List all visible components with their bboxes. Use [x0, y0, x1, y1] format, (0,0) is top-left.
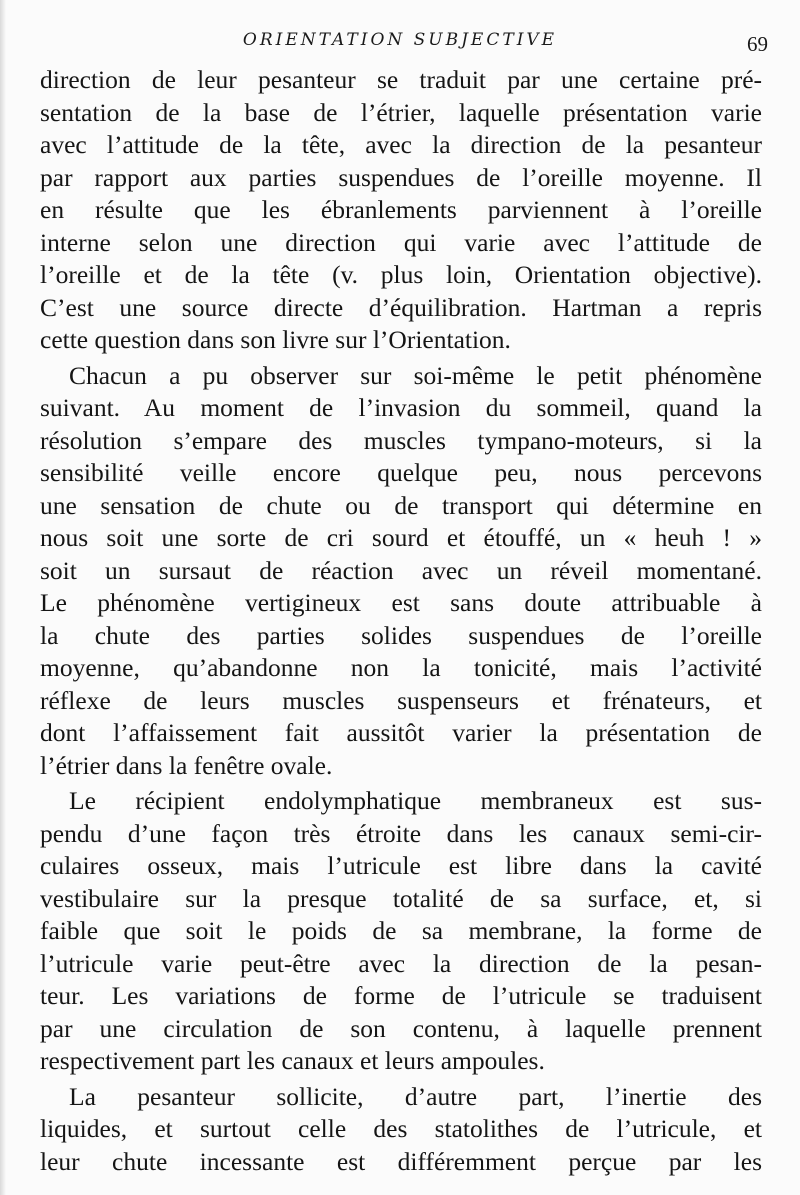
running-title: ORIENTATION SUBJECTIVE [242, 30, 558, 50]
text-line: Chacun a pu observer sur soi-même le petit phénomène [69, 360, 762, 390]
text-line: sentation de la base de l’étrier, laquelle présentation varie [40, 97, 762, 127]
text-line: la chute des parties solides suspendues de l’oreille [40, 620, 762, 650]
text-line: par rapport aux parties suspendues de l’oreille moyenne. Il [40, 162, 762, 192]
page-edge-shadow [0, 0, 6, 1195]
paragraph [40, 64, 762, 357]
text-line: par une circulation de son contenu, à laquelle prennent [40, 1013, 762, 1043]
text-line: l’utricule varie peut-être avec la direction de la pesan- [40, 948, 762, 978]
text-line: l’étrier dans la fenêtre ovale. [40, 750, 333, 780]
text-line: réflexe de leurs muscles suspenseurs et frénateurs, et [40, 685, 762, 715]
text-line: respectivement part les canaux et leurs ampoules. [40, 1046, 545, 1075]
text-line: nous soit une sorte de cri sourd et étouffé, un « heuh ! » [40, 523, 762, 552]
paragraph [40, 360, 762, 783]
paragraph [40, 785, 762, 1078]
text-line: sensibilité veille encore quelque peu, nous percevons [40, 458, 762, 487]
text-line: interne selon une direction qui varie avec l’attitude de [40, 227, 762, 257]
text-line: résolution s’empare des muscles tympano-moteurs, si la [40, 425, 762, 455]
text-line: culaires osseux, mais l’utricule est libre dans la cavité [40, 851, 762, 880]
text-line: soit un sursaut de réaction avec un réveil momentané. [40, 555, 762, 585]
text-line: direction de leur pesanteur se traduit par une certaine pré- [40, 65, 762, 94]
text-line: dont l’affaissement fait aussitôt varier la présentation de [40, 718, 762, 747]
text-line: teur. Les variations de forme de l’utricule se traduisent [40, 981, 762, 1010]
text-line: en résulte que les ébranlements parviennent à l’oreille [40, 195, 762, 224]
text-line: moyenne, qu’abandonne non la tonicité, mais l’activité [40, 653, 762, 682]
text-line: une sensation de chute ou de transport qui détermine en [40, 490, 762, 520]
text-line: leur chute incessante est différemment perçue par les [40, 1146, 762, 1176]
text-line: Le récipient endolymphatique membraneux est sus- [69, 786, 762, 815]
text-line: avec l’attitude de la tête, avec la direction de la pesanteur [40, 130, 762, 159]
text-line: suivant. Au moment de l’invasion du sommeil, quand la [40, 393, 762, 422]
text-line: faible que soit le poids de sa membrane, la forme de [40, 916, 762, 945]
text-line: pendu d’une façon très étroite dans les canaux semi-cir- [40, 818, 762, 848]
text-line: C’est une source directe d’équilibration. Hartman a repris [40, 292, 762, 322]
text-line: l’oreille et de la tête (v. plus loin, Orientation objective). [40, 260, 762, 289]
body-text [40, 64, 762, 1178]
text-line: La pesanteur sollicite, d’autre part, l’inertie des [69, 1081, 762, 1111]
text-line: cette question dans son livre sur l’Orientation. [40, 325, 511, 354]
text-line: liquides, et surtout celle des statolithes de l’utricule, et [40, 1114, 762, 1143]
page-number: 69 [747, 32, 768, 56]
text-line: vestibulaire sur la presque totalité de sa surface, et, si [40, 883, 762, 913]
paragraph [40, 1081, 762, 1179]
text-line: Le phénomène vertigineux est sans doute attribuable à [40, 588, 762, 617]
